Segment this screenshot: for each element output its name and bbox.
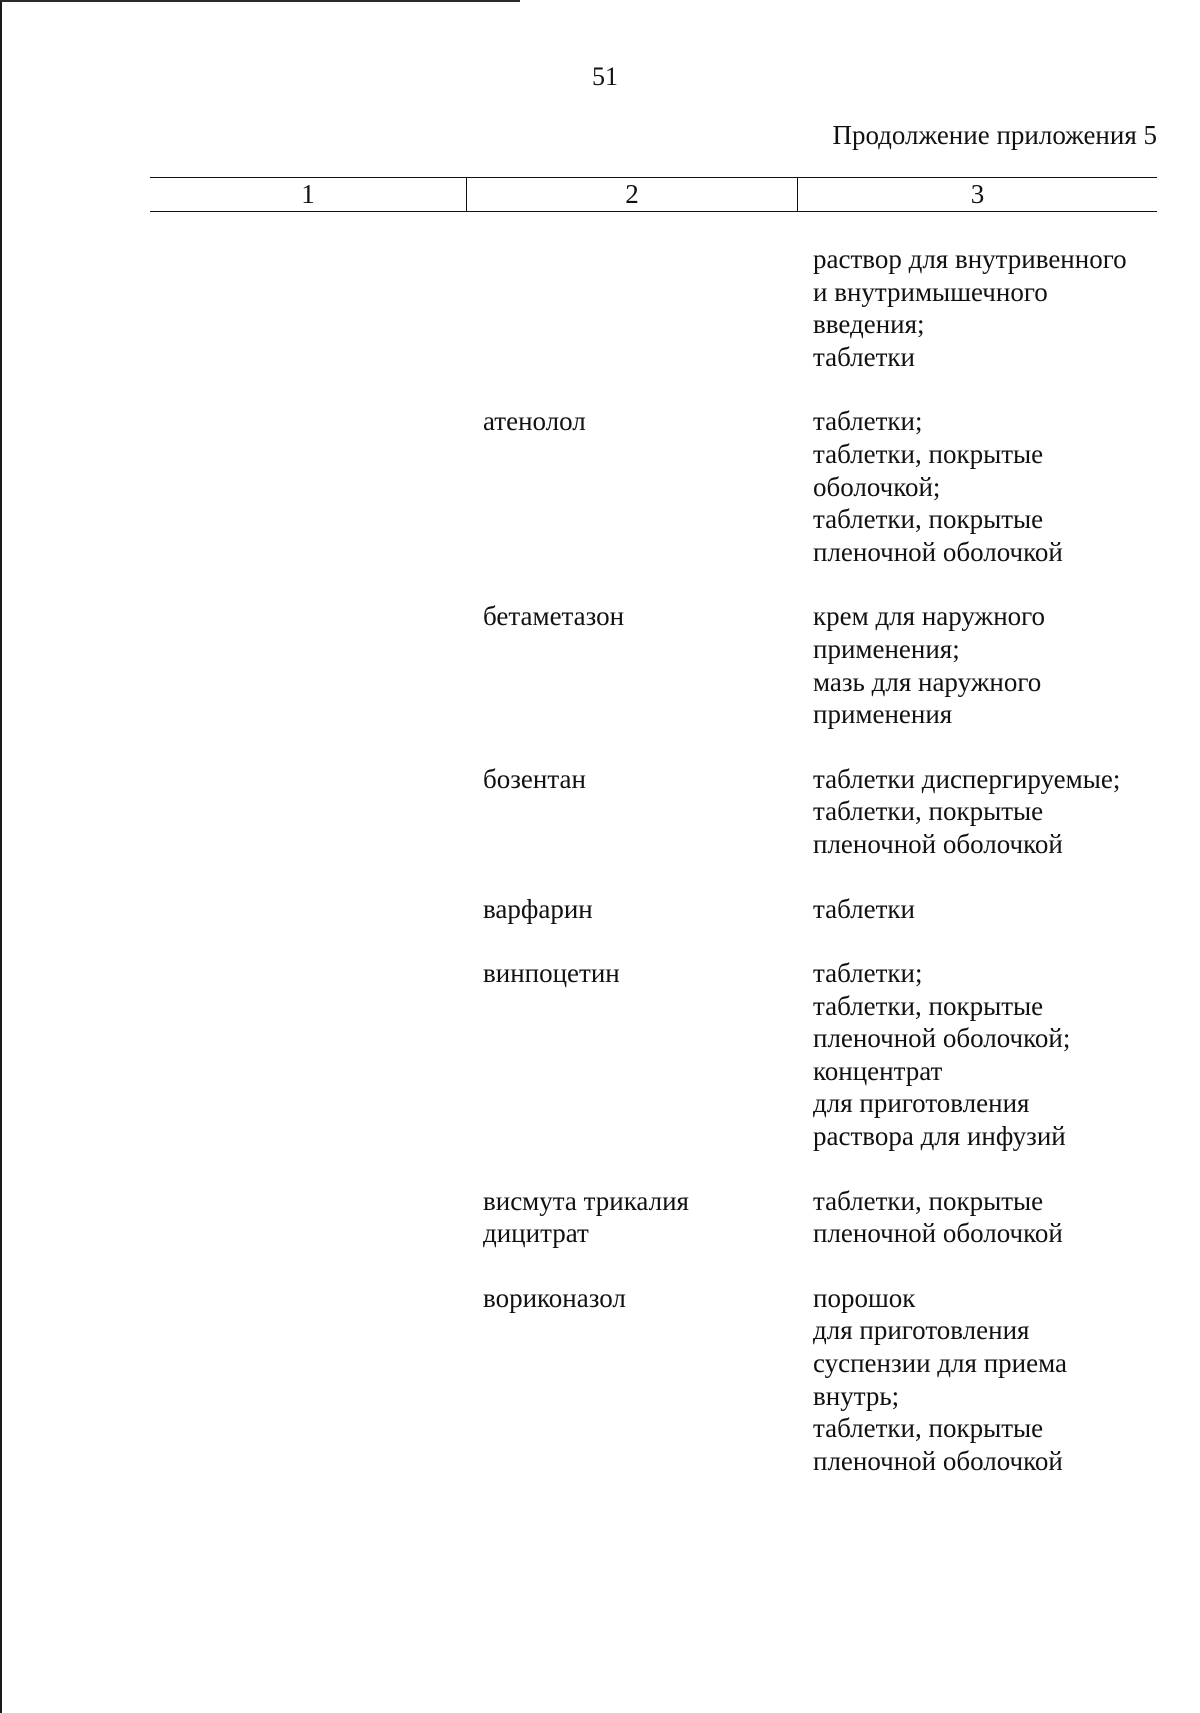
drug-name [483,600,813,730]
table-row [0,600,1200,730]
table-row [0,893,1200,926]
dosage-form-line: применения [813,699,953,730]
table-row [0,405,1200,568]
dosage-form-line: концентрат [813,1055,943,1086]
page-number: 51 [592,62,618,91]
table-row [0,1185,1200,1250]
drug-name [483,1185,813,1250]
dosage-form-line: внутрь; [813,1380,900,1411]
header-col-2: 2 [467,178,798,211]
dosage-form-line: таблетки, покрытые [813,990,1044,1021]
scan-top-edge [0,0,520,2]
drug-name [483,1282,813,1478]
drug-name-line: дицитрат [483,1218,589,1249]
dosage-form-line: введения; [813,309,925,340]
dosage-form-line: пленочной оболочкой; [813,1023,1071,1054]
dosage-forms [813,957,1143,1153]
continuation-label: Продолжение приложения 5 [832,120,1157,150]
header-col-1: 1 [150,178,467,211]
dosage-form-line: и внутримышечного [813,276,1048,307]
dosage-form-line: крем для наружного [813,601,1046,632]
drug-name-line: висмута трикалия [483,1185,689,1216]
dosage-forms [813,1185,1143,1250]
dosage-form-line: таблетки; [813,406,923,437]
drug-name [483,893,813,926]
dosage-form-line: раствора для инфузий [813,1121,1066,1152]
dosage-form-line: пленочной оболочкой [813,1218,1063,1249]
drug-name-line: бозентан [483,763,586,794]
drug-name-line: атенолол [483,406,586,437]
table-header [150,177,1157,212]
dosage-forms [813,600,1143,730]
drug-name [483,763,813,861]
dosage-forms [813,893,1143,926]
drug-name-line: бетаметазон [483,601,625,632]
dosage-form-line: для приготовления [813,1088,1030,1119]
drug-name-line: винпоцетин [483,958,620,989]
dosage-forms [813,763,1143,861]
dosage-form-line: таблетки диспергируемые; [813,763,1121,794]
dosage-form-line: раствор для внутривенного [813,244,1127,274]
drug-name-line: варфарин [483,893,593,924]
table-body [0,243,1200,1509]
dosage-forms [813,405,1143,568]
dosage-form-line: оболочкой; [813,471,941,502]
dosage-form-line: применения; [813,633,960,664]
dosage-form-line: порошок [813,1282,916,1313]
drug-name-line: вориконазол [483,1282,626,1313]
table-row [0,1282,1200,1478]
dosage-form-line: пленочной оболочкой [813,1445,1063,1476]
table-row [0,243,1200,373]
dosage-form-line: таблетки [813,893,916,924]
dosage-form-line: таблетки, покрытые [813,1413,1044,1444]
dosage-form-line: суспензии для приема [813,1348,1067,1379]
drug-name [483,957,813,1153]
dosage-form-line: таблетки, покрытые [813,796,1044,827]
dosage-forms [813,1282,1143,1478]
dosage-form-line: таблетки [813,341,916,372]
table-row [0,957,1200,1153]
dosage-form-line: таблетки; [813,958,923,989]
dosage-form-line: для приготовления [813,1315,1030,1346]
dosage-forms [813,243,1143,373]
dosage-form-line: таблетки, покрытые [813,1185,1044,1216]
table-row [0,763,1200,861]
header-col-3: 3 [970,179,985,209]
dosage-form-line: мазь для наружного [813,666,1042,697]
drug-name [483,405,813,568]
dosage-form-line: пленочной оболочкой [813,828,1063,859]
drug-name [483,243,813,373]
dosage-form-line: таблетки, покрытые [813,438,1044,469]
dosage-form-line: пленочной оболочкой [813,536,1063,567]
dosage-form-line: таблетки, покрытые [813,504,1044,535]
